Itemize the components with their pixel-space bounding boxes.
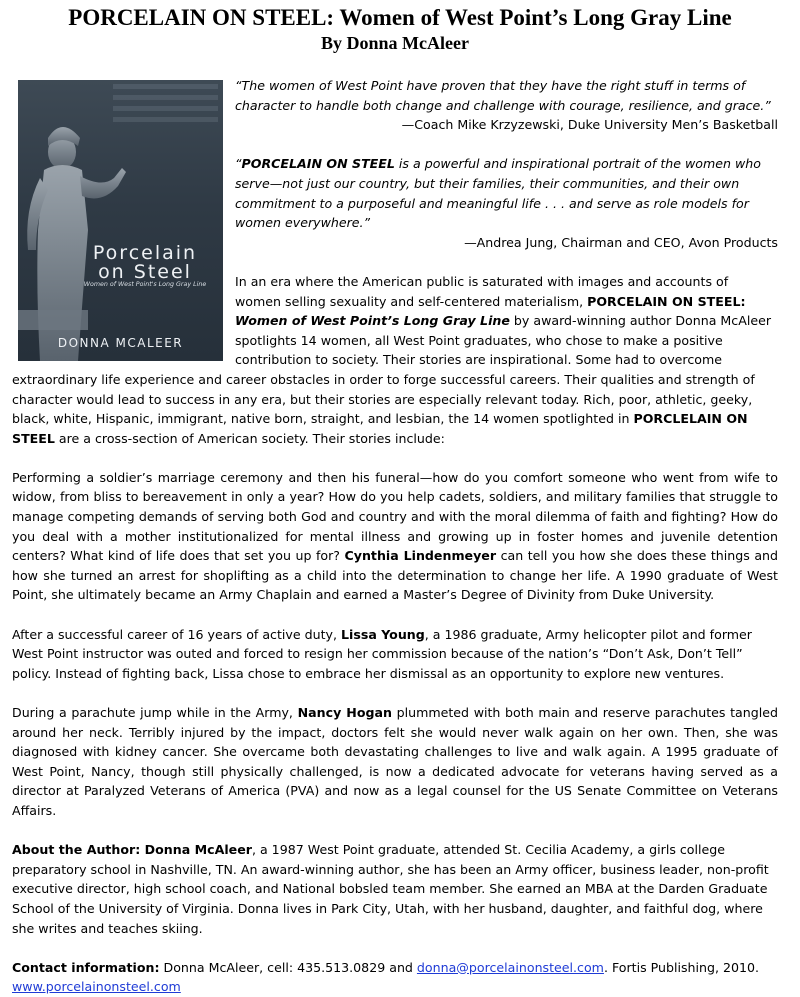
quote-attribution: —Andrea Jung, Chairman and CEO, Avon Products bbox=[464, 234, 778, 250]
intro-text: are a cross-section of American society. Their stories include: bbox=[54, 430, 445, 446]
story-paragraph bbox=[12, 703, 778, 821]
cover-subtitle: Women of West Point's Long Gray Line bbox=[83, 281, 207, 288]
book-title: PORCELAIN ON STEEL: bbox=[587, 293, 746, 309]
story-text: , a 1986 graduate, Army helicopter pilot and former West Point instructor was outed and forced to resign her commission because of the nation’s “Don’t Ask, Don’t Tell” policy. Instead of fighting back, Lissa chose to embrace her dismissal as an opportunity to explore new ventures. bbox=[12, 626, 752, 681]
book-cover bbox=[18, 80, 223, 361]
book-title: PORCLELAIN ON STEEL bbox=[12, 411, 748, 446]
story-text: Performing a soldier’s marriage ceremony and then his funeral—how do you comfort someone who went from wife to widow, from bliss to bereavement in only a year? How do you help cadets, soldiers, and military families that struggle to manage competing demands of serving both God and country and with the moral dilemma of faith and fighting? How do you deal with a mother institutionalized for mental illness and growing up in foster homes and juvenile detention centers? What kind of life does that set you up for? bbox=[12, 469, 778, 564]
statue-image bbox=[18, 80, 223, 361]
story-text: After a successful career of 16 years of active duty, bbox=[12, 626, 341, 642]
about-author-text: , a 1987 West Point graduate, attended St. Cecilia Academy, a girls college preparatory school in Nashville, TN. An award-winning author, she has been an Army officer, business leader, non-profit executive director, high school coach, and National bobsled team member. She earned an MBA at the Darden Graduate School of the University of Virginia. Donna lives in Park City, Utah, with her husband, daughter, and faithful dog, where she writes and teaches skiing. bbox=[12, 842, 769, 936]
intro-text: In an era where the American public is saturated with images and accounts of women selling sexuality and self-centered materialism, bbox=[235, 273, 729, 309]
contact-text: . Fortis Publishing, 2010. bbox=[603, 959, 760, 975]
quote-text: is a powerful and inspirational portrait of the women who serve—not just our country, but their families, their communities, and their own commitment to a purposeful and meaningful life . . . and serve as role models for women everywhere.” bbox=[235, 156, 761, 231]
story-text: plummeted with both main and reserve parachutes tangled around her neck. Terribly injured by the impact, doctors felt she would never walk again on her own. Then, she was diagnosed with kidney cancer. She overcame both devastating challenges to live and walk again. A 1995 graduate of West Point, Nancy, though still physically challenged, is now a dedicated advocate for veterans having served as a director at Paralyzed Veterans of America (PVA) and now as a legal counsel for the US Senate Committee on Veterans Affairs. bbox=[12, 705, 778, 818]
email-link[interactable]: donna@porcelainonsteel.com bbox=[416, 959, 604, 975]
about-author-paragraph bbox=[12, 840, 778, 938]
quote-attribution: —Coach Mike Krzyzewski, Duke University Men’s Basketball bbox=[401, 117, 778, 133]
contact-label: Contact information: bbox=[12, 959, 160, 975]
story-paragraph bbox=[12, 468, 778, 605]
story-text: can tell you how she does these things and how she turned an arrest for shoplifting as a child into the determination to change her life. A 1990 graduate of West Point, she ultimately became an Army Chaplain and earned a Master’s Degree of Divinity from Duke University. bbox=[12, 548, 779, 603]
story-name: Nancy Hogan bbox=[297, 705, 392, 720]
contact-text: Donna McAleer, cell: 435.513.0829 and bbox=[159, 959, 417, 975]
quote-krzyzewski: “The women of West Point have proven that they have the right stuff in terms of character to handle both change and challenge with courage, resilience, and grace.” bbox=[235, 78, 771, 113]
byline: By Donna McAleer bbox=[321, 33, 469, 53]
book-subtitle: Women of West Point’s Long Gray Line bbox=[235, 313, 510, 329]
story-text: During a parachute jump while in the Army, bbox=[12, 705, 298, 720]
page-title: PORCELAIN ON STEEL: Women of West Point’s Long Gray Line bbox=[68, 5, 732, 30]
cover-author: DONNA MCALEER bbox=[57, 336, 184, 350]
quote-open: “ bbox=[235, 156, 242, 172]
cover-title-line1: Porcelain bbox=[92, 242, 198, 264]
book-title: PORCELAIN ON STEEL bbox=[241, 156, 395, 172]
about-author-label: About the Author: Donna McAleer bbox=[12, 842, 252, 858]
intro-text: by award-winning author Donna McAleer spotlights 14 women, all West Point graduates, who chose to make a positive contribution to society. Their stories are inspirational. Some had to overcome extraordinary life experience and career obstacles in order to forge successful careers. Their qualities and strength of character would lead to success in any era, but their stories are especially relevant today. Rich, poor, athletic, geeky, black, white, Hispanic, immigrant, native born, straight, and lesbian, the 14 women spotlighted in bbox=[12, 313, 771, 427]
cover-title-line2: on Steel bbox=[98, 261, 192, 283]
article-body bbox=[12, 76, 778, 997]
contact-paragraph bbox=[12, 958, 778, 997]
story-name: Cynthia Lindenmeyer bbox=[344, 548, 497, 564]
story-name: Lissa Young bbox=[341, 626, 425, 642]
story-paragraph bbox=[12, 625, 778, 684]
website-link[interactable]: www.porcelainonsteel.com bbox=[12, 979, 181, 995]
